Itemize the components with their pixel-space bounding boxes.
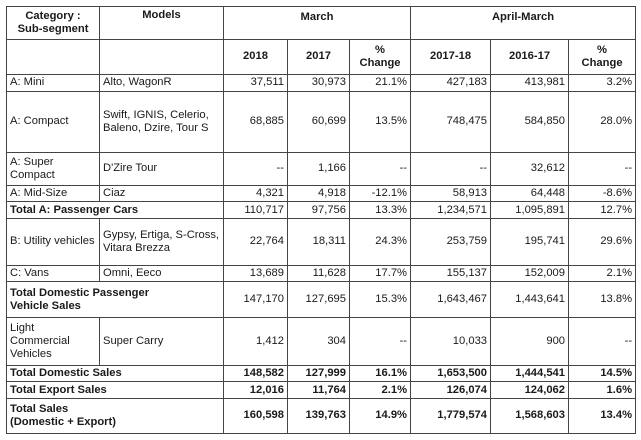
cell-value: 28.0% (569, 91, 636, 152)
table-row-total (7, 398, 636, 433)
cell-value: 1,653,500 (411, 365, 491, 381)
cell-value: 253,759 (411, 218, 491, 265)
row-category: Total Export Sales (7, 382, 224, 398)
row-models: Gypsy, Ertiga, S-Cross, Vitara Brezza (100, 218, 224, 265)
header-models: Models (100, 7, 224, 40)
col-2017: 2017 (288, 39, 350, 74)
col-2017-18: 2017-18 (411, 39, 491, 74)
table-row-total (7, 202, 636, 218)
cell-value: 427,183 (411, 75, 491, 91)
cell-value: 1,095,891 (491, 202, 569, 218)
row-category (7, 398, 224, 433)
cell-value: 1,643,467 (411, 282, 491, 317)
cell-value: 37,511 (224, 75, 288, 91)
cell-value: 584,850 (491, 91, 569, 152)
row-models: Super Carry (100, 317, 224, 365)
cell-value: 155,137 (411, 265, 491, 281)
header-april-march: April-March (411, 7, 636, 40)
cell-value: 68,885 (224, 91, 288, 152)
cell-value: 1,444,541 (491, 365, 569, 381)
cell-value: 15.3% (350, 282, 411, 317)
table-row (7, 265, 636, 281)
cell-value: 29.6% (569, 218, 636, 265)
col-march-change-label: Change (359, 56, 401, 69)
cell-value: 58,913 (411, 185, 491, 201)
cell-value: 1,166 (288, 152, 350, 185)
cell-value: 304 (288, 317, 350, 365)
cell-value: 17.7% (350, 265, 411, 281)
cell-value: 11,628 (288, 265, 350, 281)
header-row-1 (7, 7, 636, 40)
cell-value: 13,689 (224, 265, 288, 281)
row-category-line1: Total Sales (10, 402, 69, 415)
cell-value: 14.5% (569, 365, 636, 381)
table-row-total (7, 365, 636, 381)
row-category: Light Commercial Vehicles (7, 317, 100, 365)
row-models: D'Zire Tour (100, 152, 224, 185)
row-category: A: Super Compact (7, 152, 100, 185)
cell-value: 124,062 (491, 382, 569, 398)
row-category: C: Vans (7, 265, 100, 281)
cell-value: 14.9% (350, 398, 411, 433)
cell-value: -12.1% (350, 185, 411, 201)
cell-value: 2.1% (350, 382, 411, 398)
cell-value: 1.6% (569, 382, 636, 398)
cell-value: 127,999 (288, 365, 350, 381)
cell-value: -- (569, 317, 636, 365)
cell-value: 64,448 (491, 185, 569, 201)
row-category: Total A: Passenger Cars (7, 202, 224, 218)
header-row-2 (7, 39, 636, 74)
col-ytd-change (569, 39, 636, 74)
header-subsegment-label: Sub-segment (17, 22, 89, 35)
col-2018: 2018 (224, 39, 288, 74)
cell-value: 22,764 (224, 218, 288, 265)
col-2016-17: 2016-17 (491, 39, 569, 74)
cell-value: -- (224, 152, 288, 185)
cell-value: 413,981 (491, 75, 569, 91)
header-blank (7, 39, 100, 74)
cell-value: 11,764 (288, 382, 350, 398)
table-row (7, 317, 636, 365)
col-march-change-pct: % (375, 43, 385, 56)
cell-value: 13.8% (569, 282, 636, 317)
cell-value: 195,741 (491, 218, 569, 265)
sales-table (6, 6, 636, 434)
row-models: Swift, IGNIS, Celerio, Baleno, Dzire, Tour S (100, 91, 224, 152)
col-ytd-change-label: Change (581, 56, 623, 69)
table-row (7, 91, 636, 152)
cell-value: 126,074 (411, 382, 491, 398)
cell-value: 97,756 (288, 202, 350, 218)
cell-value: 12,016 (224, 382, 288, 398)
cell-value: 152,009 (491, 265, 569, 281)
cell-value: 1,412 (224, 317, 288, 365)
cell-value: 4,918 (288, 185, 350, 201)
sales-table-document (6, 6, 635, 434)
cell-value: -- (411, 152, 491, 185)
cell-value: 16.1% (350, 365, 411, 381)
cell-value: 1,568,603 (491, 398, 569, 433)
cell-value: 18,311 (288, 218, 350, 265)
table-row (7, 218, 636, 265)
cell-value: -- (350, 152, 411, 185)
cell-value: 127,695 (288, 282, 350, 317)
cell-value: 1,443,641 (491, 282, 569, 317)
cell-value: 13.3% (350, 202, 411, 218)
cell-value: 1,234,571 (411, 202, 491, 218)
header-category (7, 7, 100, 40)
table-row-total (7, 282, 636, 317)
cell-value: 60,699 (288, 91, 350, 152)
row-models: Omni, Eeco (100, 265, 224, 281)
cell-value: 13.4% (569, 398, 636, 433)
row-category: A: Mid-Size (7, 185, 100, 201)
cell-value: 900 (491, 317, 569, 365)
row-category-line2: (Domestic + Export) (10, 415, 116, 428)
cell-value: 4,321 (224, 185, 288, 201)
table-row-total (7, 382, 636, 398)
row-category: B: Utility vehicles (7, 218, 100, 265)
row-models: Alto, WagonR (100, 75, 224, 91)
cell-value: 147,170 (224, 282, 288, 317)
cell-value: -8.6% (569, 185, 636, 201)
cell-value: -- (569, 152, 636, 185)
header-march: March (224, 7, 411, 40)
cell-value: -- (350, 317, 411, 365)
cell-value: 21.1% (350, 75, 411, 91)
cell-value: 13.5% (350, 91, 411, 152)
cell-value: 110,717 (224, 202, 288, 218)
col-march-change (350, 39, 411, 74)
header-category-label: Category : (25, 9, 81, 22)
cell-value: 24.3% (350, 218, 411, 265)
table-row (7, 185, 636, 201)
cell-value: 1,779,574 (411, 398, 491, 433)
cell-value: 160,598 (224, 398, 288, 433)
table-row (7, 75, 636, 91)
table-row (7, 152, 636, 185)
cell-value: 3.2% (569, 75, 636, 91)
header-blank-2 (100, 39, 224, 74)
cell-value: 139,763 (288, 398, 350, 433)
row-models: Ciaz (100, 185, 224, 201)
cell-value: 2.1% (569, 265, 636, 281)
row-category: Total Domestic Sales (7, 365, 224, 381)
col-ytd-change-pct: % (597, 43, 607, 56)
row-category: Total Domestic Passenger Vehicle Sales (7, 282, 224, 317)
cell-value: 12.7% (569, 202, 636, 218)
cell-value: 748,475 (411, 91, 491, 152)
row-category: A: Mini (7, 75, 100, 91)
cell-value: 32,612 (491, 152, 569, 185)
cell-value: 30,973 (288, 75, 350, 91)
row-category: A: Compact (7, 91, 100, 152)
cell-value: 10,033 (411, 317, 491, 365)
cell-value: 148,582 (224, 365, 288, 381)
